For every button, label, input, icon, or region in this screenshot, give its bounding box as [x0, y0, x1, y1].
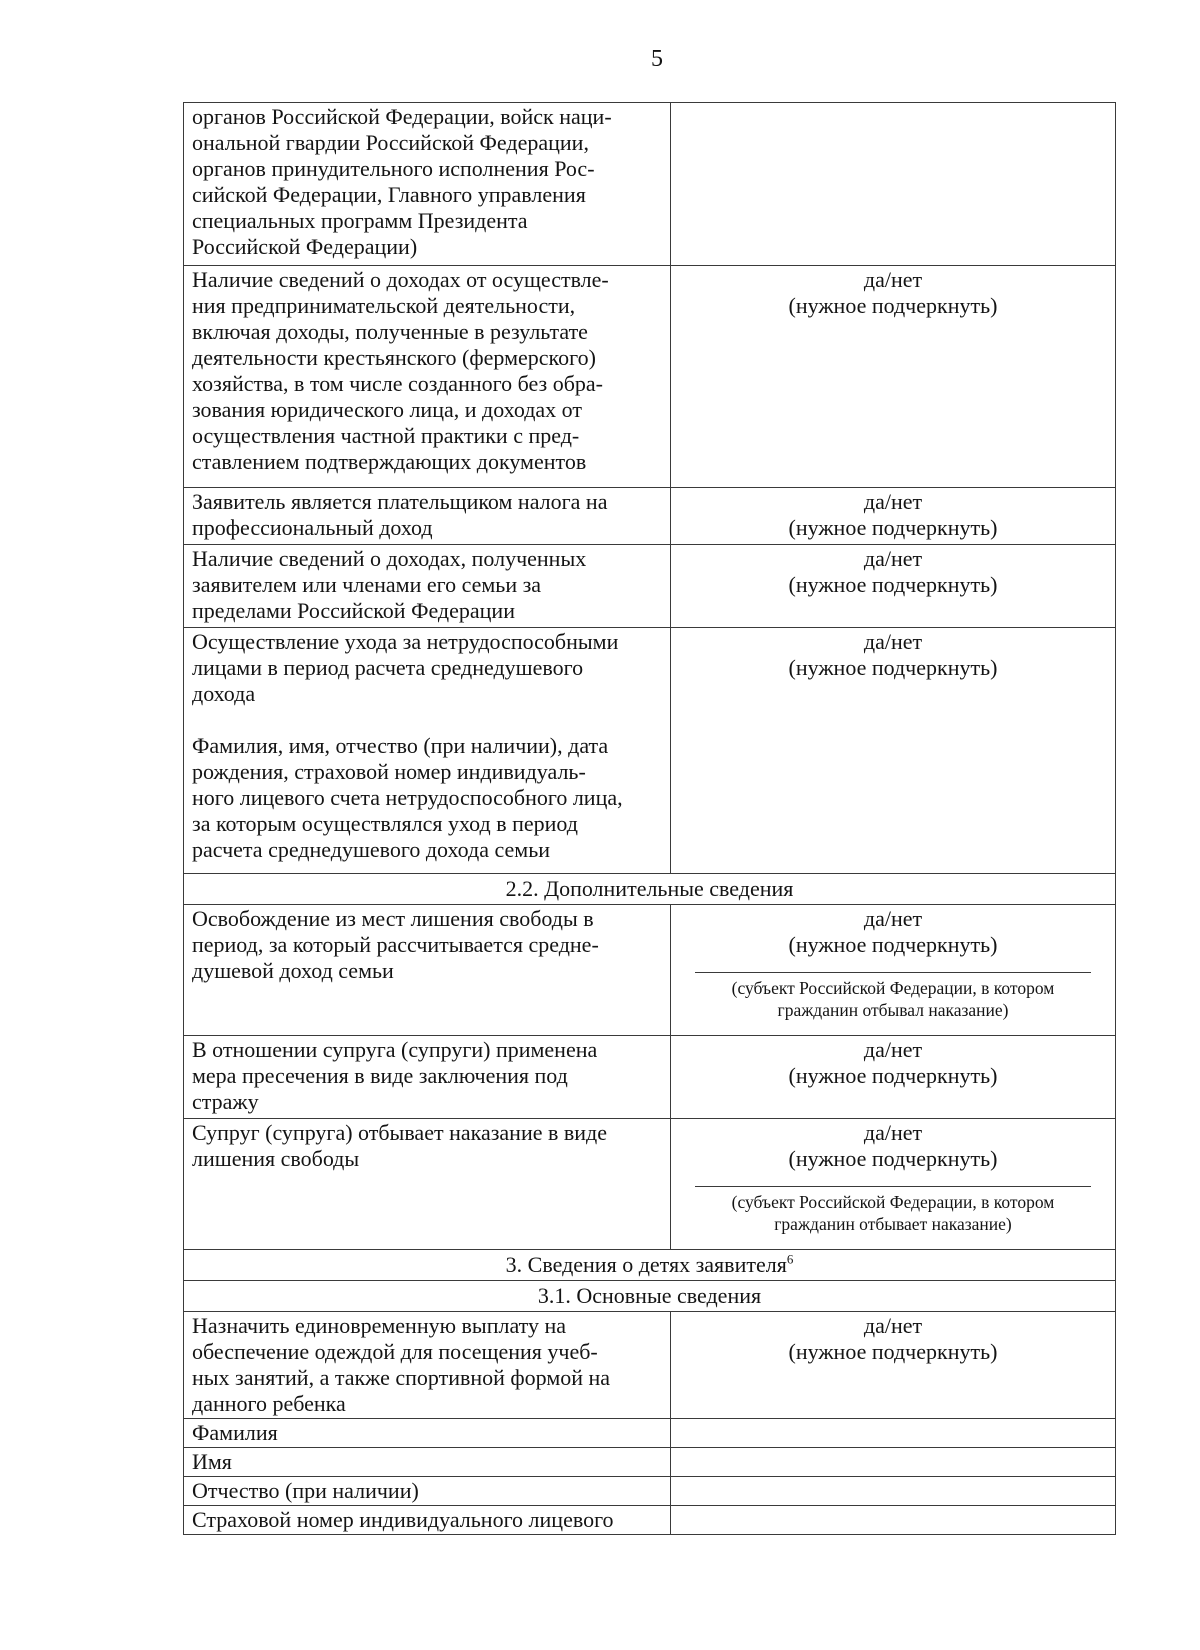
- question-text: период, за который рассчитывается средне-: [192, 932, 599, 957]
- answer-cell[interactable]: [671, 628, 1116, 874]
- question-text: профессиональный доход: [192, 515, 433, 540]
- fill-in-line[interactable]: [695, 1186, 1091, 1187]
- question-text: органов Российской Федерации, войск наци-: [192, 104, 612, 129]
- field-label: Фамилия: [184, 1419, 671, 1448]
- question-text: Назначить единовременную выплату на: [192, 1313, 566, 1338]
- question-text: осуществления частной практики с пред-: [192, 423, 580, 448]
- question-text: ных занятий, а также спортивной формой на: [192, 1365, 611, 1390]
- question-cell: [184, 1036, 671, 1119]
- answer-cell[interactable]: [671, 1312, 1116, 1419]
- answer-hint: (нужное подчеркнуть): [788, 932, 998, 957]
- question-cell: [184, 905, 671, 1036]
- table-row: [184, 1036, 1116, 1119]
- question-text: ональной гвардии Российской Федерации,: [192, 130, 589, 155]
- table-row: [184, 905, 1116, 1036]
- question-text: рождения, страховой номер индивидуаль-: [192, 759, 586, 784]
- question-text: Российской Федерации): [192, 234, 418, 259]
- table-row: [184, 103, 1116, 266]
- question-text: обеспечение одеждой для посещения учеб-: [192, 1339, 598, 1364]
- fill-in-line[interactable]: [695, 972, 1091, 973]
- answer-hint: (нужное подчеркнуть): [788, 1063, 998, 1088]
- answer-cell[interactable]: [671, 103, 1116, 266]
- table-row: [184, 1419, 1116, 1448]
- answer-hint: (нужное подчеркнуть): [788, 1339, 998, 1364]
- question-text: за которым осуществлялся уход в период: [192, 811, 578, 836]
- question-cell: [184, 545, 671, 628]
- table-row: [184, 1506, 1116, 1535]
- question-cell: [184, 1312, 671, 1419]
- section-heading: 2.2. Дополнительные сведения: [184, 874, 1116, 905]
- table-row: [184, 488, 1116, 545]
- yes-no-answer[interactable]: да/нет: [863, 489, 923, 514]
- surname-field[interactable]: [671, 1419, 1116, 1448]
- footnote-marker: 6: [786, 1251, 794, 1267]
- question-text: сийской Федерации, Главного управления: [192, 182, 586, 207]
- question-text: лицами в период расчета среднедушевого: [192, 655, 584, 680]
- question-text: пределами Российской Федерации: [192, 598, 515, 623]
- table-row: [184, 1312, 1116, 1419]
- question-text: ния предпринимательской деятельности,: [192, 293, 576, 318]
- question-text: Заявитель является плательщиком налога на: [192, 489, 608, 514]
- application-form-table: [183, 102, 1116, 1535]
- table-row: [184, 1448, 1116, 1477]
- yes-no-answer[interactable]: да/нет: [863, 1120, 923, 1145]
- answer-cell[interactable]: [671, 905, 1116, 1036]
- question-text: зования юридического лица, и доходах от: [192, 397, 582, 422]
- answer-cell[interactable]: [671, 266, 1116, 488]
- answer-cell[interactable]: [671, 1036, 1116, 1119]
- patronymic-field[interactable]: [671, 1477, 1116, 1506]
- fill-in-caption: гражданин отбывал наказание): [777, 1000, 1009, 1020]
- question-text: дохода: [192, 681, 256, 706]
- question-text: деятельности крестьянского (фермерского): [192, 345, 596, 370]
- question-cell: [184, 628, 671, 874]
- question-text: Освобождение из мест лишения свободы в: [192, 906, 594, 931]
- section-heading-text: 3. Сведения о детях заявителя: [505, 1252, 787, 1277]
- question-text: Осуществление ухода за нетрудоспособными: [192, 629, 619, 654]
- name-field[interactable]: [671, 1448, 1116, 1477]
- table-row: [184, 1477, 1116, 1506]
- question-text: хозяйства, в том числе созданного без обра-: [192, 371, 603, 396]
- question-text: лишения свободы: [192, 1146, 360, 1171]
- question-text: стражу: [192, 1089, 259, 1114]
- answer-hint: (нужное подчеркнуть): [788, 515, 998, 540]
- question-text: специальных программ Президента: [192, 208, 528, 233]
- question-text: Наличие сведений о доходах, полученных: [192, 546, 587, 571]
- snils-field[interactable]: [671, 1506, 1116, 1535]
- section-heading: [184, 1250, 1116, 1281]
- fill-in-caption: гражданин отбывает наказание): [774, 1214, 1012, 1234]
- question-text: душевой доход семьи: [192, 958, 394, 983]
- page-number: 5: [651, 46, 663, 72]
- answer-cell[interactable]: [671, 488, 1116, 545]
- yes-no-answer[interactable]: да/нет: [863, 906, 923, 931]
- field-label: Имя: [184, 1448, 671, 1477]
- question-text: мера пресечения в виде заключения под: [192, 1063, 568, 1088]
- yes-no-answer[interactable]: да/нет: [863, 546, 923, 571]
- section-header-row: [184, 874, 1116, 905]
- section-header-row: [184, 1250, 1116, 1281]
- answer-hint: (нужное подчеркнуть): [788, 293, 998, 318]
- answer-cell[interactable]: [671, 545, 1116, 628]
- question-text: В отношении супруга (супруги) применена: [192, 1037, 598, 1062]
- question-cell: [184, 103, 671, 266]
- answer-hint: (нужное подчеркнуть): [788, 572, 998, 597]
- question-text: ставлением подтверждающих документов: [192, 449, 587, 474]
- yes-no-answer[interactable]: да/нет: [863, 1037, 923, 1062]
- question-text: ного лицевого счета нетрудоспособного лица,: [192, 785, 623, 810]
- table-row: [184, 545, 1116, 628]
- question-text: Фамилия, имя, отчество (при наличии), дата: [192, 733, 609, 758]
- question-text: Наличие сведений о доходах от осуществле-: [192, 267, 609, 292]
- question-text: Супруг (супруга) отбывает наказание в виде: [192, 1120, 608, 1145]
- fill-in-caption: (субъект Российской Федерации, в котором: [731, 1192, 1055, 1212]
- spacer: [192, 707, 662, 733]
- fill-in-caption: (субъект Российской Федерации, в котором: [731, 978, 1055, 998]
- question-cell: [184, 266, 671, 488]
- table-row: [184, 1119, 1116, 1250]
- question-text: данного ребенка: [192, 1391, 346, 1416]
- yes-no-answer[interactable]: да/нет: [863, 267, 923, 292]
- question-text: заявителем или членами его семьи за: [192, 572, 542, 597]
- question-cell: [184, 1119, 671, 1250]
- question-text: включая доходы, полученные в результате: [192, 319, 588, 344]
- table-row: [184, 266, 1116, 488]
- answer-hint: (нужное подчеркнуть): [788, 1146, 998, 1171]
- answer-hint: (нужное подчеркнуть): [788, 655, 998, 680]
- question-cell: [184, 488, 671, 545]
- section-heading: 3.1. Основные сведения: [184, 1281, 1116, 1312]
- answer-cell[interactable]: [671, 1119, 1116, 1250]
- table-row: [184, 628, 1116, 874]
- field-label: Отчество (при наличии): [184, 1477, 671, 1506]
- question-text: органов принудительного исполнения Рос-: [192, 156, 595, 181]
- question-text: расчета среднедушевого дохода семьи: [192, 837, 551, 862]
- field-label: Страховой номер индивидуального лицевого: [184, 1506, 671, 1535]
- yes-no-answer[interactable]: да/нет: [863, 1313, 923, 1338]
- yes-no-answer[interactable]: да/нет: [863, 629, 923, 654]
- section-header-row: [184, 1281, 1116, 1312]
